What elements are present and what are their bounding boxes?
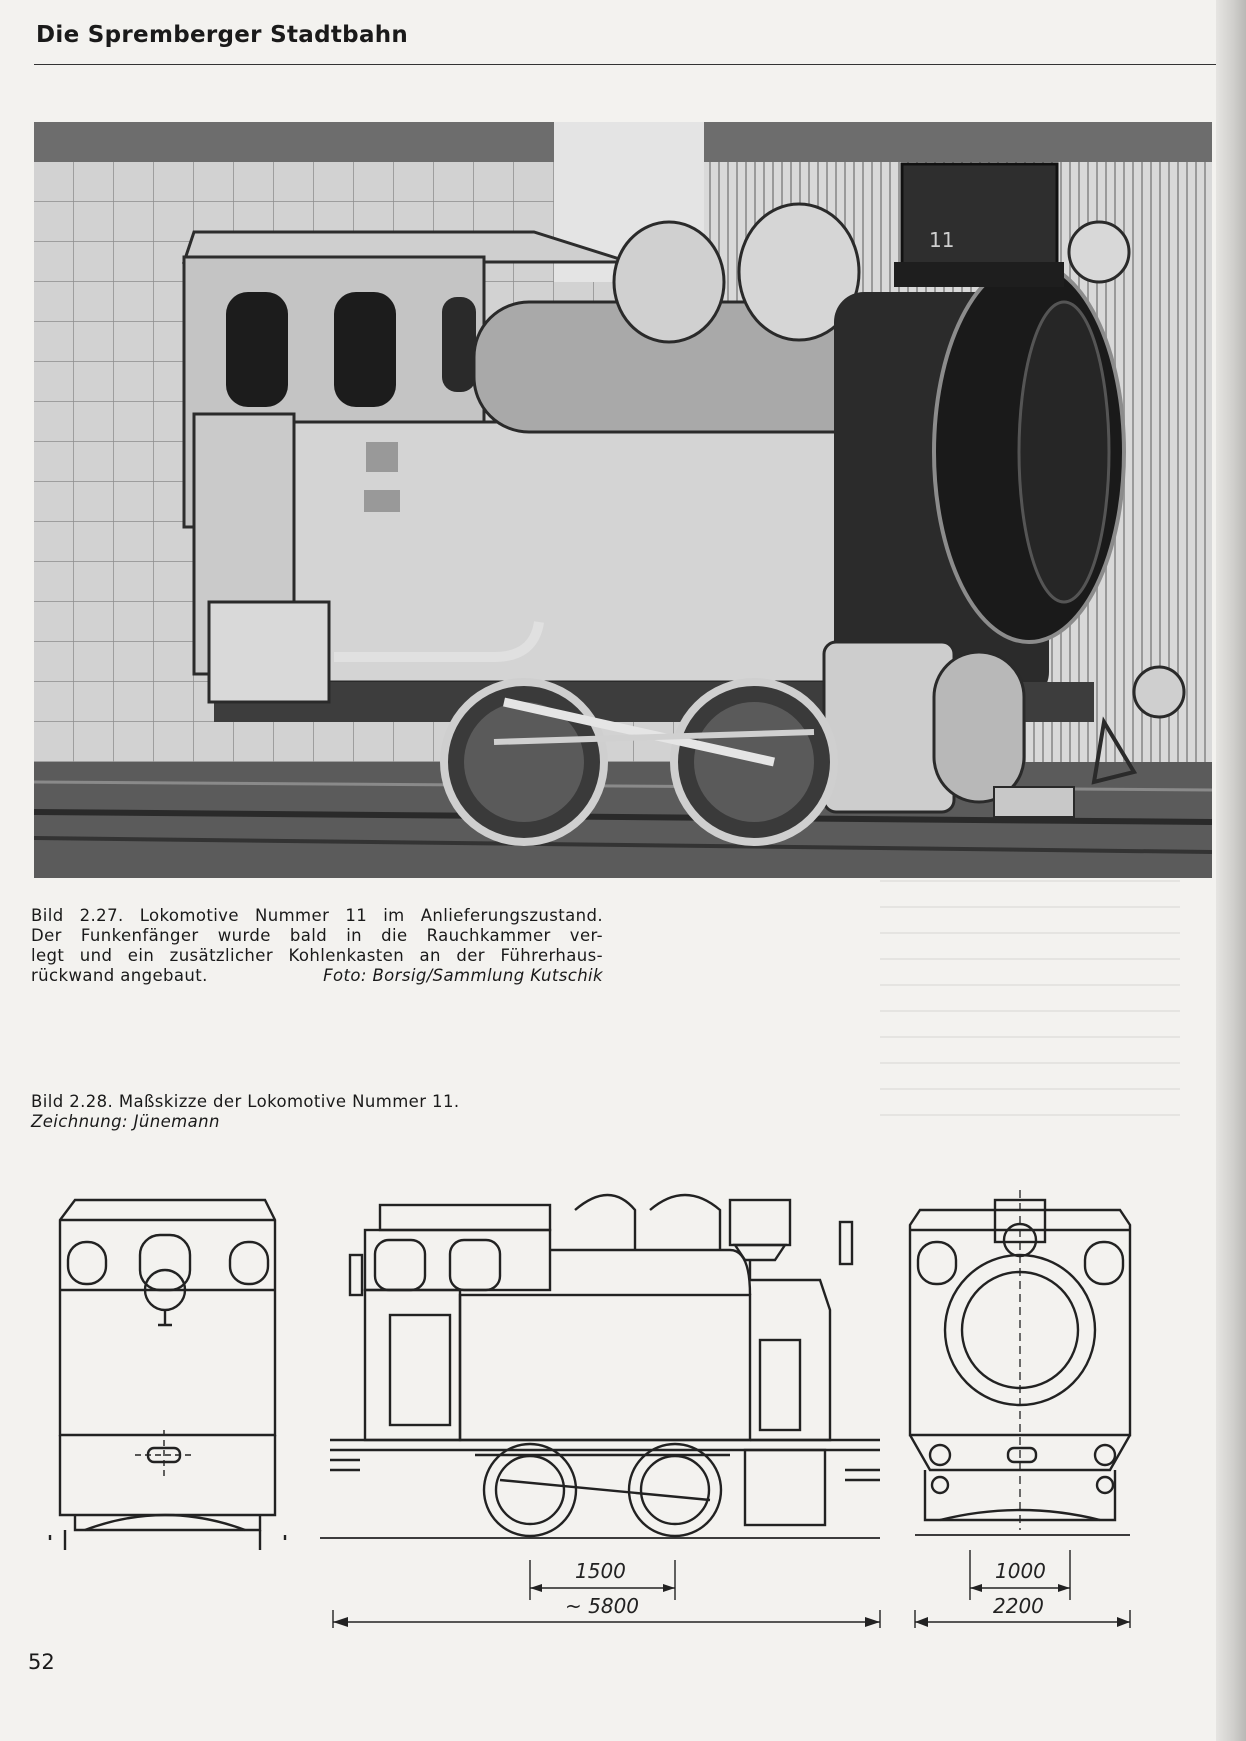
rear-view — [50, 1200, 285, 1550]
page-number: 52 — [28, 1650, 55, 1674]
caption-line-3: legt und ein zusätzlicher Kohlenkasten an der Führerhaus- — [31, 946, 603, 965]
caption-line-1: Bild 2.27. Lokomotive Nummer 11 im Anlieferungszustand. — [31, 906, 603, 925]
side-view — [320, 1195, 880, 1628]
width-dimension: 2200 — [993, 1594, 1044, 1618]
caption-line-4 — [31, 966, 603, 986]
figure-2-28-caption — [31, 1092, 591, 1132]
front-view — [910, 1190, 1130, 1628]
header-rule — [34, 64, 1216, 65]
cab-number-label: 11 — [929, 228, 955, 252]
length-dimension: ~ 5800 — [565, 1594, 640, 1618]
caption-line-2: Der Funkenfänger wurde bald in die Rauchkammer ver- — [31, 926, 603, 945]
caption-line-4-text: rückwand angebaut. — [31, 966, 208, 985]
gauge-dimension: 1000 — [995, 1559, 1046, 1583]
locomotive-photo — [34, 122, 1212, 878]
page-edge-shadow — [1216, 0, 1246, 1741]
running-head: Die Spremberger Stadtbahn — [36, 22, 409, 48]
show-through-text — [880, 880, 1180, 1140]
caption-2-text: Bild 2.28. Maßskizze der Lokomotive Nummer 11. — [31, 1092, 460, 1111]
photo-credit: Foto: Borsig/Sammlung Kutschik — [323, 966, 603, 985]
drawing-credit: Zeichnung: Jünemann — [31, 1112, 220, 1131]
wheelbase-dimension: 1500 — [575, 1559, 626, 1583]
dimension-drawing — [30, 1180, 1220, 1640]
figure-2-27-caption — [31, 906, 603, 986]
